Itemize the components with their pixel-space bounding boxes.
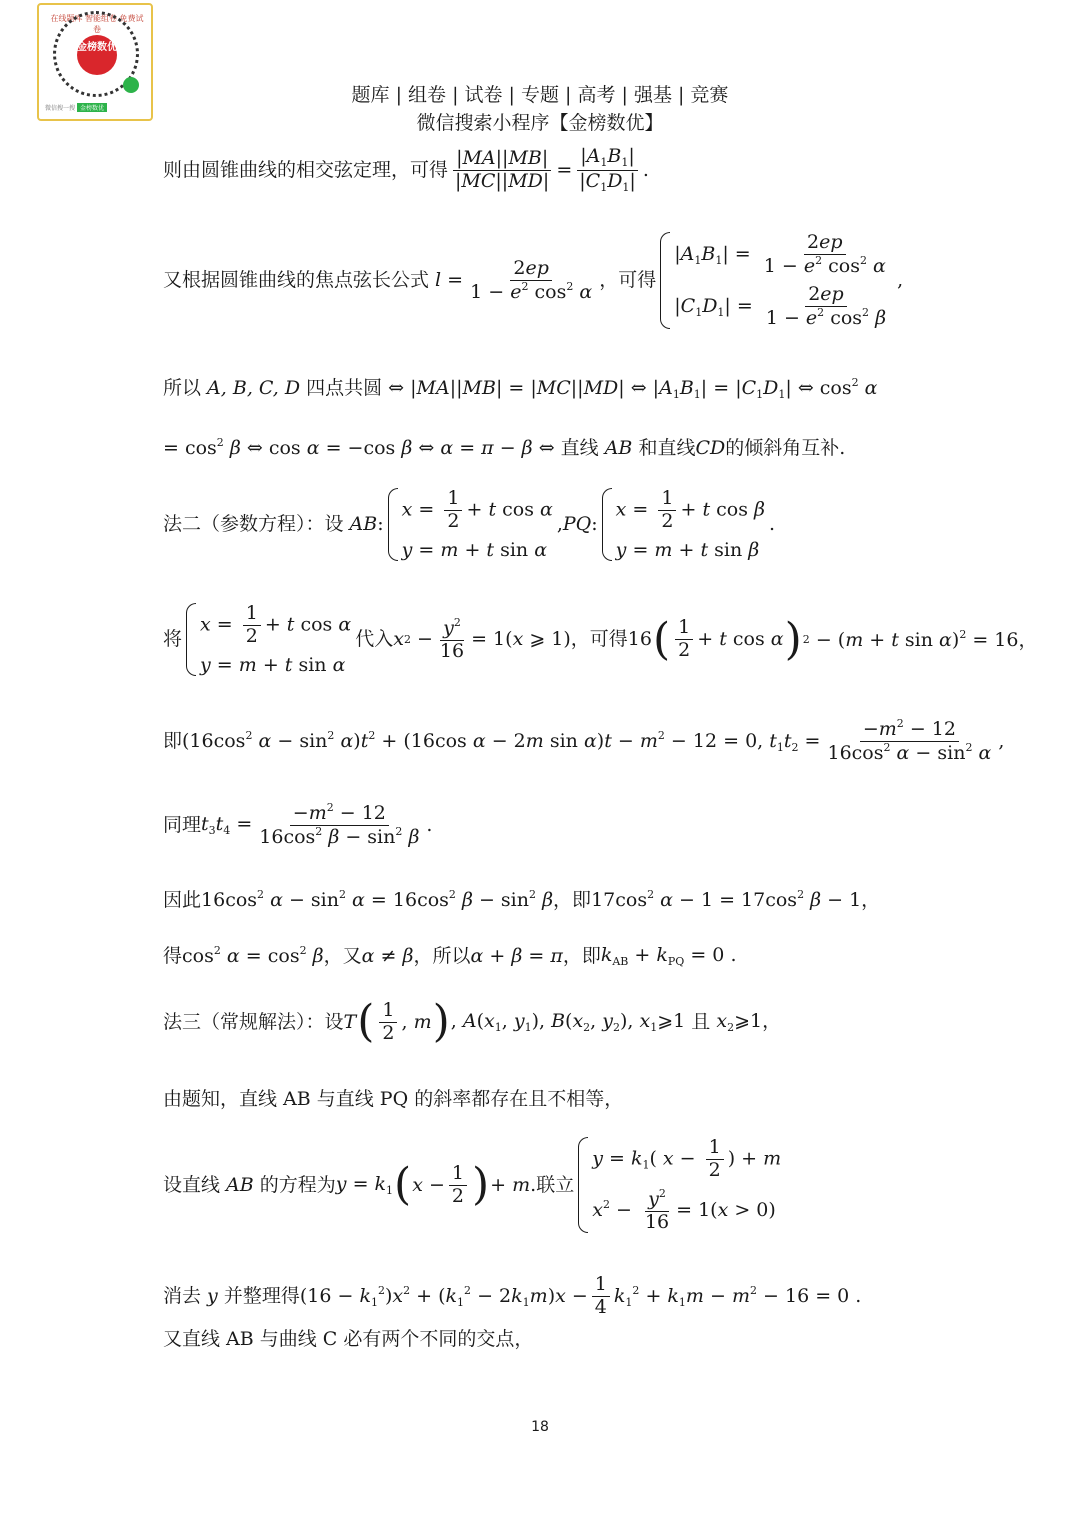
line-13-text-c: .联立: [530, 1173, 575, 1196]
line-11: 法三（常规解法）：设 T ( $\frac{1}{2}$ , m ) , $A(x_1$, $y_1$), $B(x_2$, $y_2$), $x_1⩾1$ 且 $x_2⩾1$，: [163, 996, 782, 1048]
line-5-text: 法二（参数方程）：设: [163, 513, 344, 536]
line-5: 法二（参数方程）：设 AB : x = $\frac{1}{2}$ + t cos α y = m + t sin α , PQ : x = $\frac{1}{2}$ + t cos β y = m + t sin β .: [163, 487, 776, 561]
line-11-text-b: 且: [691, 1010, 711, 1033]
logo-footer-search: 微信搜一搜: [45, 105, 76, 112]
line-15-text: 又直线 AB 与曲线 C 必有两个不同的交点，: [163, 1328, 534, 1350]
line-14-text-b: 并整理得: [223, 1284, 300, 1307]
line-4-text-b: 和直线: [638, 436, 696, 459]
line-2-text-b: ，可得: [599, 269, 657, 292]
line-2: 又根据圆锥曲线的焦点弦长公式 l = $\frac{2ep}{1 - e^2 \cos^2 \alpha}$ ，可得 $|A_1B_1|$ = $\frac{2ep}{1 - e^2 \cos^2 \alpha}$ $|C_1D_1|$ = $\frac{2ep}{1 - e^2 \cos^2 \beta}$ ,: [163, 231, 904, 329]
line-6-text-c: ，可得: [570, 628, 628, 651]
line-8: 同理 $t_3t_4$ = $\frac{-m^2 - 12}{16\cos^2 \beta - \sin^2 \beta}$ .: [163, 801, 433, 848]
line-1-text: 则由圆锥曲线的相交弦定理，可得: [163, 158, 449, 181]
line-6: 将 x = $\frac{1}{2}$ + t cos α y = m + t sin α 代入 x 2 − $\frac{y^2}{16}$ = 1(x ⩾ 1) ，可得 16 ( $\frac{1}{2}$ + t cos α ) 2 − (m + t sin α)$^2$ = 16，: [163, 602, 1038, 676]
line-4-text-a: 直线: [560, 436, 599, 459]
line-9: 因此 $16\cos^2$ $\alpha - \sin^2 \alpha = 16\cos^2$ $\beta - \sin^2 \beta$ ，即 $17\cos^2$ $\alpha - 1 = 17\cos^2$ β − 1，: [163, 888, 881, 911]
line-15: [163, 1328, 533, 1351]
line-13: 设直线 AB 的方程为 $y = k_1$ ( x − $\frac{1}{2}$ ) + m .联立 $y = k_1$( x − $\frac{1}{2}$ ) + m $x^2$ − $\frac{y^2}{16}$ = 1(x > 0): [163, 1136, 782, 1233]
line-3: 所以 A, B, C, D 四点共圆 ⇔ |MA||MB| = |MC||MD| ⇔ $|A_1B_1| = |C_1D_1|$ ⇔ $\cos^2 \alpha$: [163, 376, 878, 401]
line-10: 得 $\cos^2 \alpha = \cos^2 \beta$ ，又 α ≠ β ，所以 α + β = π ，即 $k_{AB} + k_{PQ} = 0$ .: [163, 944, 737, 968]
line-6-text-b: 代入: [355, 628, 394, 651]
line-7-text: 即: [163, 729, 183, 752]
line-3-text-a: 所以: [163, 377, 202, 400]
line-2-text-a: 又根据圆锥曲线的焦点弦长公式: [163, 269, 430, 292]
line-13-text-b: 的方程为: [259, 1173, 336, 1196]
line-1: 则由圆锥曲线的相交弦定理，可得 $\frac{|MA||MB|}{|MC||MD|}$ = $\frac{|A_1B_1|}{|C_1D_1|}$ .: [163, 145, 649, 194]
logo-core-text: 金榜数优: [77, 35, 117, 75]
header-nav: 题库 | 组卷 | 试卷 | 专题 | 高考 | 强基 | 竞赛: [351, 84, 729, 106]
line-3-text-b: 四点共圆: [306, 377, 383, 400]
line-14: 消去 y 并整理得 $(16 - k_1^2)x^2 + (k_1^2 - 2k_1m)x$ − $\frac{1}{4}$ $k_1^2 + k_1m - m^2 - 16 = 0$ .: [163, 1273, 862, 1318]
line-4-text-c: 的倾斜角互补.: [725, 436, 846, 459]
line-14-text-a: 消去: [163, 1284, 202, 1307]
line-10-text-a: 得: [163, 944, 183, 967]
line-7: 即 ($16\cos^2$ $\alpha - \sin^2 \alpha)t^2 + (16\cos$ α − 2m $\sin \alpha)t - m^2 - 12 = 0$, $t_1t_2$ = $\frac{-m^2 - 12}{16\cos^2 \alpha - \sin^2 \alpha}$ ,: [163, 717, 1005, 764]
line-11-text: 法三（常规解法）：设: [163, 1010, 344, 1033]
line-10-text-d: ，即: [562, 944, 601, 967]
line-9-text-a: 因此: [163, 888, 202, 911]
ratio-frac: $\frac{|MA||MB|}{|MC||MD|}$: [455, 146, 550, 192]
header-subtitle: 微信搜索小程序【金榜数优】: [416, 112, 664, 134]
line-12: [163, 1088, 623, 1111]
line-9-text-b: ，即: [553, 888, 592, 911]
line-13-text-a: 设直线: [163, 1173, 221, 1196]
line-6-text-a: 将: [163, 628, 183, 651]
line-10-text-c: ，所以: [413, 944, 471, 967]
logo-arc-text: 在线题库 智能组卷 免费试卷: [50, 14, 144, 34]
line-12-text: 由题知，直线 AB 与直线 PQ 的斜率都存在且不相等，: [163, 1088, 624, 1110]
line-4: = $\cos^2 \beta$ ⇔ cos α = −cos β ⇔ α = π − β ⇔ 直线 AB 和直线 CD 的倾斜角互补.: [163, 436, 846, 459]
logo-footer-name: 金榜数优: [77, 103, 107, 112]
line-10-text-b: ，又: [323, 944, 362, 967]
line-8-text: 同理: [163, 813, 202, 836]
page-number: 18: [531, 1419, 549, 1435]
